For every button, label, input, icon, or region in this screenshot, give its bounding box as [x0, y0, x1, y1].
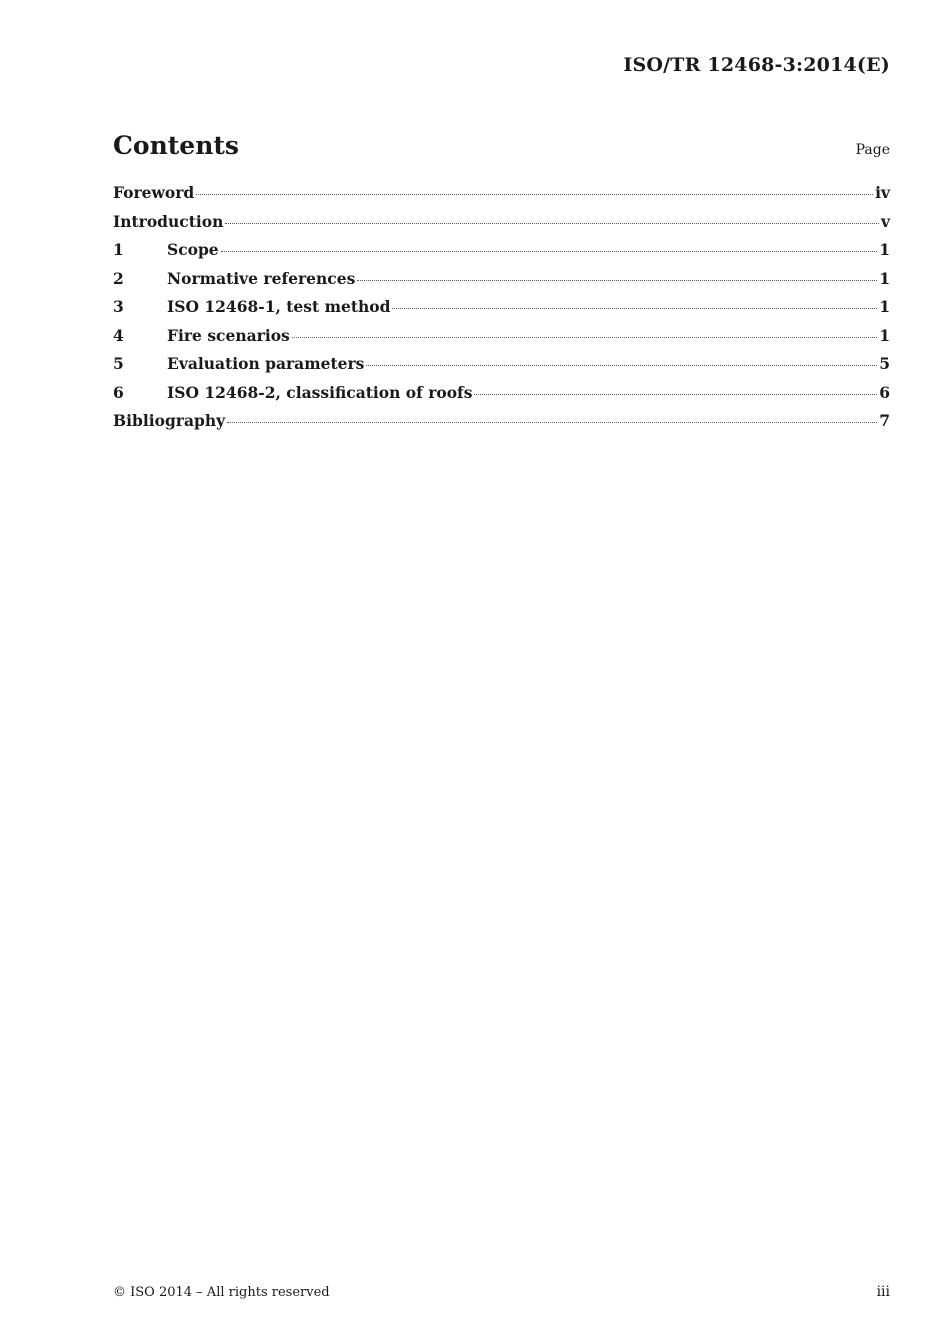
toc-entry-page: 5 — [879, 354, 890, 373]
toc-entry-page: 1 — [879, 268, 890, 288]
toc-entry-scope[interactable] — [113, 240, 890, 269]
toc-entry-number: 3 — [113, 297, 124, 316]
toc-entry-fire-scenarios[interactable] — [113, 326, 890, 355]
toc-entry-page: 1 — [879, 240, 890, 259]
toc-entry-number: 1 — [113, 240, 124, 259]
contents-heading: Contents — [113, 131, 240, 160]
footer-page-number: iii — [876, 1284, 890, 1300]
toc-entry-page: v — [880, 211, 890, 231]
toc-dot-leader — [221, 251, 878, 252]
toc-entry-title: Scope — [167, 240, 219, 259]
document-reference: ISO/TR 12468-3:2014(E) — [623, 54, 890, 76]
toc-entry-title: Introduction — [113, 211, 224, 231]
toc-entry-foreword[interactable] — [113, 183, 890, 212]
toc-entry-title: ISO 12468-2, classification of roofs — [167, 382, 473, 402]
toc-dot-leader — [292, 337, 877, 338]
toc-entry-introduction[interactable] — [113, 212, 890, 241]
toc-entry-page: iv — [875, 183, 890, 202]
toc-entry-title: ISO 12468-1, test method — [167, 297, 391, 316]
toc-dot-leader — [366, 365, 877, 366]
toc-dot-leader — [227, 422, 877, 423]
toc-entry-classification-of-roofs[interactable] — [113, 383, 890, 412]
toc-entry-number: 4 — [113, 325, 124, 345]
toc-dot-leader — [474, 394, 877, 395]
footer-copyright: © ISO 2014 – All rights reserved — [113, 1285, 330, 1300]
toc-entry-page: 7 — [879, 411, 890, 430]
table-of-contents — [113, 183, 890, 440]
toc-entry-test-method[interactable] — [113, 297, 890, 326]
toc-entry-title: Evaluation parameters — [167, 354, 365, 373]
toc-dot-leader — [392, 308, 877, 309]
toc-entry-title: Fire scenarios — [167, 325, 290, 345]
toc-entry-bibliography[interactable] — [113, 411, 890, 440]
toc-entry-number: 2 — [113, 268, 124, 288]
toc-entry-evaluation-parameters[interactable] — [113, 354, 890, 383]
toc-entry-page: 1 — [879, 297, 890, 316]
toc-entry-page: 6 — [879, 382, 890, 402]
toc-entry-page: 1 — [879, 325, 890, 345]
toc-entry-number: 6 — [113, 382, 124, 402]
toc-entry-title: Bibliography — [113, 411, 226, 430]
toc-entry-number: 5 — [113, 354, 124, 373]
toc-entry-title: Foreword — [113, 183, 195, 202]
toc-dot-leader — [357, 280, 877, 281]
page-column-label: Page — [855, 142, 890, 158]
toc-entry-title: Normative references — [167, 268, 356, 288]
toc-entry-normative-references[interactable] — [113, 269, 890, 298]
toc-dot-leader — [225, 223, 879, 224]
toc-dot-leader — [196, 194, 873, 195]
